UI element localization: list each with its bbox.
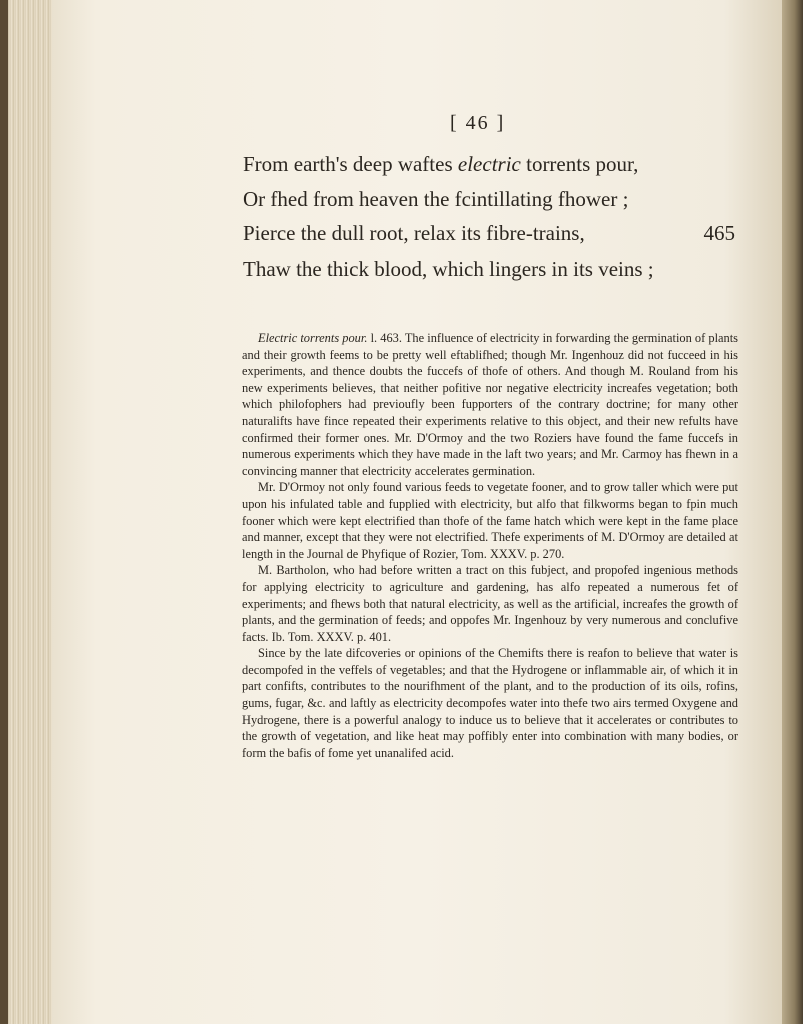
verse-text: Pierce the dull root, relax its fibre-trains, — [243, 221, 585, 245]
verse-text-before: From earth's deep waftes — [243, 152, 458, 176]
verse-line-4 — [243, 257, 735, 282]
verse-line-3 — [243, 221, 735, 246]
note-paragraph-4: Since by the late difcoveries or opinions of the Chemifts there is reafon to believe that water is decompofed in the veffels of vegetables; and that the Hydrogene or inflammable air, of which it in part confifts, contributes to the nourifhment of the plant, and to the production of its oils, rofins, gums, fugar, &c. and laftly as electricity decompofes water into thefe two airs termed Oxygene and Hydrogene, there is a powerful analogy to induce us to believe that it accelerates or contributes to the growth of vegetation, and like heat may poffibly enter into combination with many bodies, or form the bafis of fome yet unanalifed acid. — [242, 646, 738, 760]
verse-text-after: torrents pour, — [520, 152, 639, 176]
verse-text: Or fhed from heaven the fcintillating fhower ; — [243, 187, 629, 211]
verse-line-2 — [243, 187, 735, 212]
page-number: [ 46 ] — [450, 112, 506, 134]
verse-text: Thaw the thick blood, which lingers in its veins ; — [243, 257, 654, 281]
note-paragraph-1 — [242, 330, 738, 479]
note-paragraph-2: Mr. D'Ormoy not only found various feeds to vegetate fooner, and to grow taller which were put upon his infulated table and fupplied with electricity, but alfo that filkworms began to fpin much fooner which were kept electrified than thofe of the fame hatch which were kept in the fame place and manner, except that they were not electrified. Thefe experiments of M. D'Ormoy are detailed at length in the Journal de Phyfique of Rozier, Tom. XXXV. p. 270. — [242, 480, 738, 561]
book-spine-shadow — [782, 0, 803, 1024]
note-lead: Electric torrents pour. — [258, 331, 368, 345]
footnotes — [242, 330, 738, 761]
verse-italic-word: electric — [457, 152, 521, 176]
note-text: l. 463. The influence of electricity in forwarding the germination of plants and their growth feems to be pretty well eftablifhed; though Mr. Ingenhouz did not fucceed in his experiments, and thence doubts the fuccefs of thofe of others. And though M. Rouland from his new experiments believes, that neither pofitive nor negative electricity increafes vegetation; both which philofophers had previoufly been fupporters of the contrary doctrine; for many other naturalifts have fince repeated their experiments relative to this object, and their new refults have confirmed their former ones. Mr. D'Ormoy and the two Roziers have found the fame fuccefs in numerous experiments which they have made in the laft two years; and Mr. Carmoy has fhewn in a convincing manner that electricity accelerates germination. — [242, 331, 738, 478]
verse-line-1 — [243, 152, 735, 177]
book-cover-edge — [0, 0, 8, 1024]
line-number: 465 — [703, 221, 735, 245]
note-paragraph-3: M. Bartholon, who had before written a tract on this fubject, and propofed ingenious methods for applying electricity to agriculture and gardening, has alfo repeated a numerous fet of experiments; and fhews both that natural electricity, as well as the artificial, increafes the growth of plants, and the germination of feeds; and oppofes Mr. Ingenhouz by very numerous and conclufive facts. Ib. Tom. XXXV. p. 401. — [242, 563, 738, 644]
